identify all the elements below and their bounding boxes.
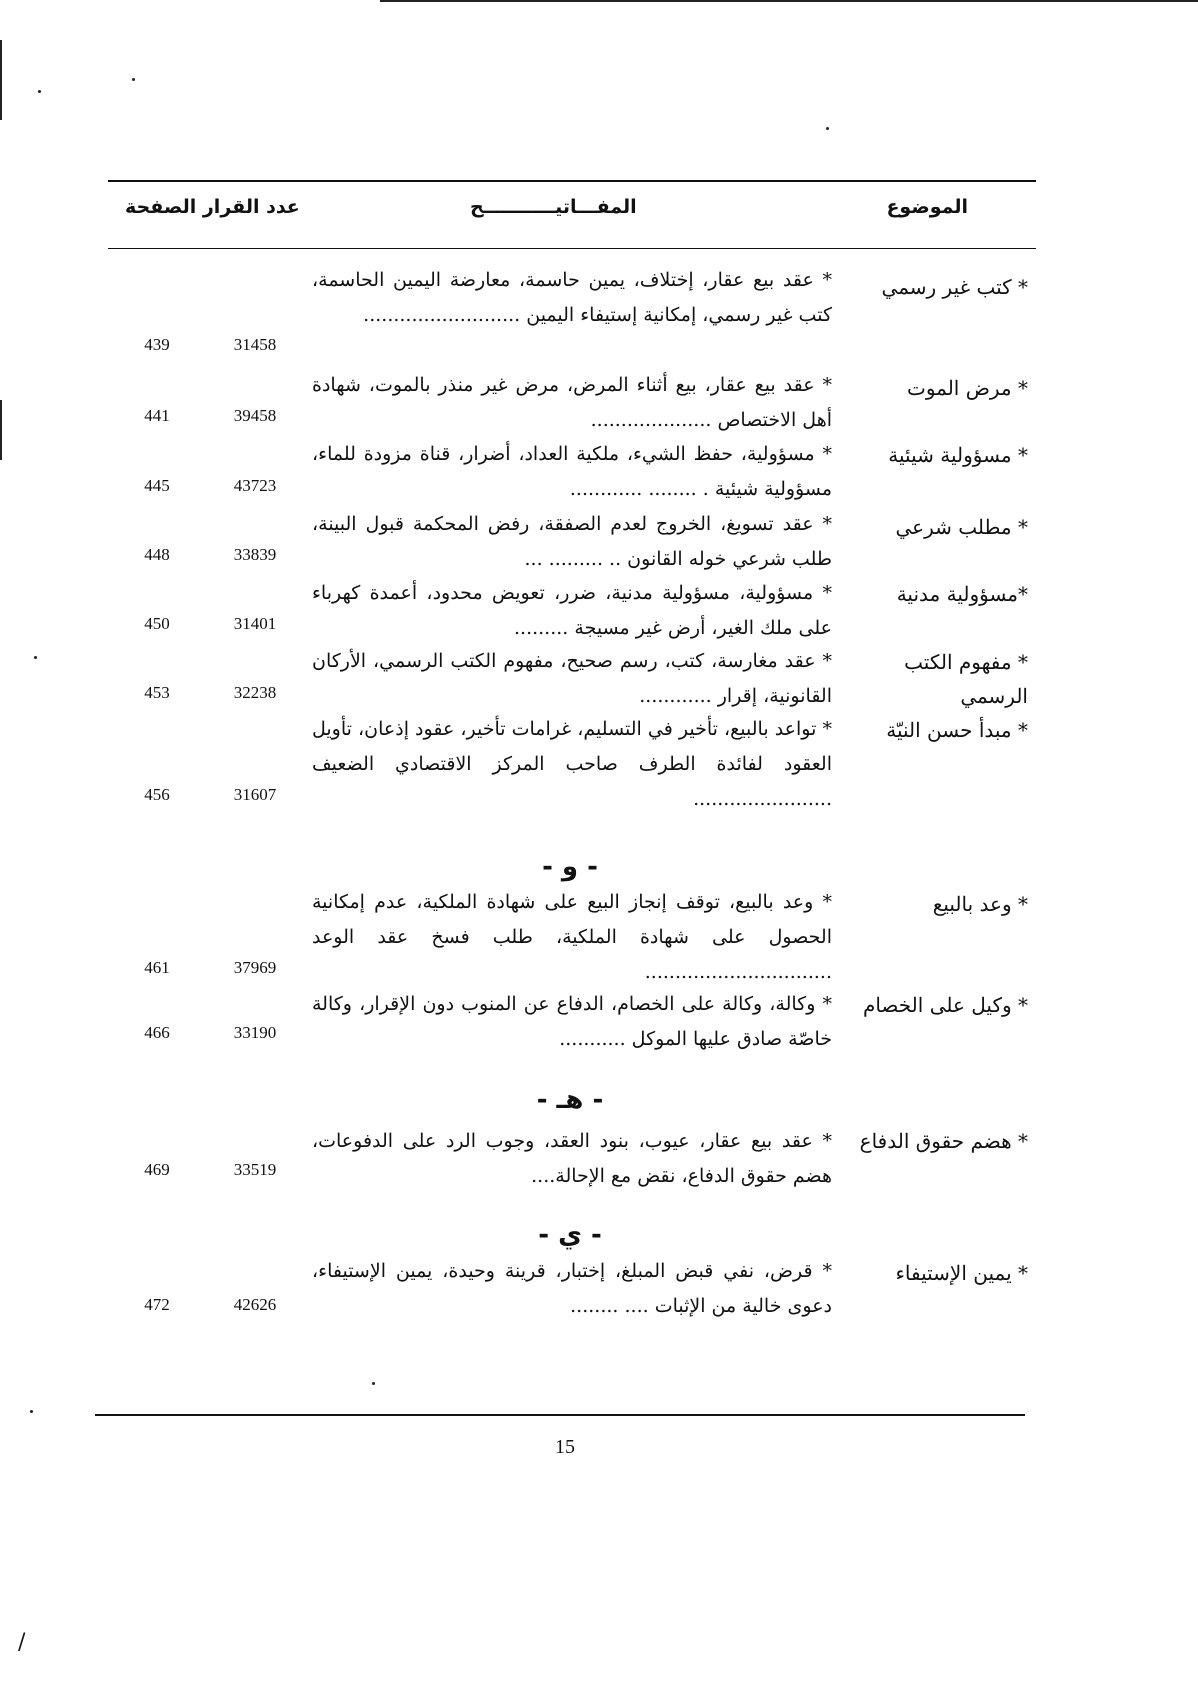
entry-page-number: 466 bbox=[144, 1023, 170, 1042]
page-number: 15 bbox=[555, 1436, 575, 1458]
entry-page-number: 453 bbox=[144, 683, 170, 702]
entry-decision-number: 43723 bbox=[233, 476, 277, 495]
entry-page-number: 445 bbox=[144, 476, 170, 495]
entry-decision-number: 33839 bbox=[233, 545, 277, 564]
scan-edge-mark bbox=[0, 400, 2, 460]
entry-subject: * مطلب شرعي bbox=[895, 515, 1028, 539]
scan-speck bbox=[372, 1382, 375, 1385]
entry-page-number: 450 bbox=[144, 614, 170, 633]
entry-keys: * عقد تسويغ، الخروج لعدم الصفقة، رفض المحكمة قبول البينة، طلب شرعي خوله القانون .. ......... ... bbox=[312, 513, 832, 570]
section-letter: - ي - bbox=[538, 1220, 602, 1250]
entry-decision-number: 37969 bbox=[233, 958, 277, 977]
entry-keys: * عقد بيع عقار، عيوب، بنود العقد، وجوب الرد على الدفوعات، هضم حقوق الدفاع، نقض مع الإحالة.... bbox=[312, 1130, 832, 1187]
scan-mark: / bbox=[18, 1630, 26, 1655]
entry-page-number: 456 bbox=[144, 785, 170, 804]
scan-speck bbox=[38, 90, 41, 93]
entry-page-number: 441 bbox=[144, 406, 170, 425]
section-letter: - و - bbox=[542, 852, 598, 882]
header-bottom-rule bbox=[108, 248, 1036, 249]
entry-subject: * مبدأ حسن النيّة bbox=[886, 718, 1028, 742]
entry-page-number: 469 bbox=[144, 1160, 170, 1179]
scan-speck bbox=[34, 656, 37, 659]
column-header-keys: المفـــاتيـــــــــــح bbox=[470, 196, 637, 218]
entry-subject: * مرض الموت bbox=[906, 376, 1028, 400]
scan-speck bbox=[132, 78, 135, 81]
header-top-rule bbox=[108, 180, 1036, 182]
entry-keys: * مسؤولية، حفظ الشيء، ملكية العداد، أضرار، قناة مزودة للماء، مسؤولية شيئية . ........ ............ bbox=[312, 443, 832, 500]
entry-subject: * هضم حقوق الدفاع bbox=[859, 1129, 1028, 1153]
entry-subject: *مسؤولية مدنية bbox=[896, 582, 1028, 606]
top-edge-line bbox=[380, 0, 1198, 2]
entry-decision-number: 33190 bbox=[233, 1023, 277, 1042]
entry-keys: * عقد بيع عقار، إختلاف، يمين حاسمة، معارضة اليمين الحاسمة، كتب غير رسمي، إمكانية إستيفاء اليمين .......................... bbox=[312, 269, 832, 326]
entry-keys: * قرض، نفي قبض المبلغ، إختبار، قرينة وحيدة، يمين الإستيفاء، دعوى خالية من الإثبات .... ........ bbox=[312, 1260, 832, 1317]
entry-subject: * وعد بالبيع bbox=[932, 892, 1028, 916]
entry-decision-number: 32238 bbox=[233, 683, 277, 702]
entry-keys: * مسؤولية، مسؤولية مدنية، ضرر، تعويض محدود، أعمدة كهرباء على ملك الغير، أرض غير مسيجة ......... bbox=[312, 582, 832, 639]
entry-page-number: 448 bbox=[144, 545, 170, 564]
entry-page-number: 472 bbox=[144, 1295, 170, 1314]
entry-decision-number: 39458 bbox=[233, 406, 277, 425]
column-header-decision-page: عدد القرار الصفحة bbox=[125, 196, 300, 218]
entry-decision-number: 31458 bbox=[233, 335, 277, 354]
scan-speck bbox=[30, 1410, 33, 1413]
entry-subject: * يمين الإستيفاء bbox=[895, 1261, 1028, 1285]
entry-keys: * عقد مغارسة، كتب، رسم صحيح، مفهوم الكتب الرسمي، الأركان القانونية، إقرار ............ bbox=[312, 650, 832, 707]
entry-decision-number: 33519 bbox=[233, 1160, 277, 1179]
entry-subject: * وكيل على الخصام bbox=[862, 993, 1028, 1017]
scan-edge-mark bbox=[0, 40, 2, 120]
entry-keys: * وعد بالبيع، توقف إنجاز البيع على شهادة الملكية، عدم إمكانية الحصول على شهادة الملكية، طلب فسخ عقد الوعد ............................... bbox=[312, 891, 832, 983]
entry-keys: * عقد بيع عقار، بيع أثناء المرض، مرض غير منذر بالموت، شهادة أهل الاختصاص .................... bbox=[312, 374, 832, 431]
entry-subject: * كتب غير رسمي bbox=[881, 275, 1028, 299]
entry-decision-number: 42626 bbox=[233, 1295, 277, 1314]
entry-decision-number: 31401 bbox=[233, 614, 277, 633]
entry-page-number: 461 bbox=[144, 958, 170, 977]
entry-decision-number: 31607 bbox=[233, 785, 277, 804]
footer-rule bbox=[95, 1414, 1025, 1416]
entry-subject: * مسؤولية شيئية bbox=[888, 443, 1028, 467]
entry-keys: * تواعد بالبيع، تأخير في التسليم، غرامات تأخير، عقود إذعان، تأويل العقود لفائدة الطرف صاحب المركز الاقتصادي الضعيف ....................... bbox=[312, 718, 832, 810]
entry-page-number: 439 bbox=[144, 335, 170, 354]
entry-subject: * مفهوم الكتب الرسمي bbox=[904, 650, 1028, 708]
column-header-subject: الموضوع bbox=[886, 196, 968, 218]
entry-keys: * وكالة، وكالة على الخصام، الدفاع عن المنوب دون الإقرار، وكالة خاصّة صادق عليها الموكل ........... bbox=[312, 993, 832, 1050]
scan-speck bbox=[826, 127, 829, 130]
section-letter: - هـ - bbox=[536, 1085, 604, 1115]
